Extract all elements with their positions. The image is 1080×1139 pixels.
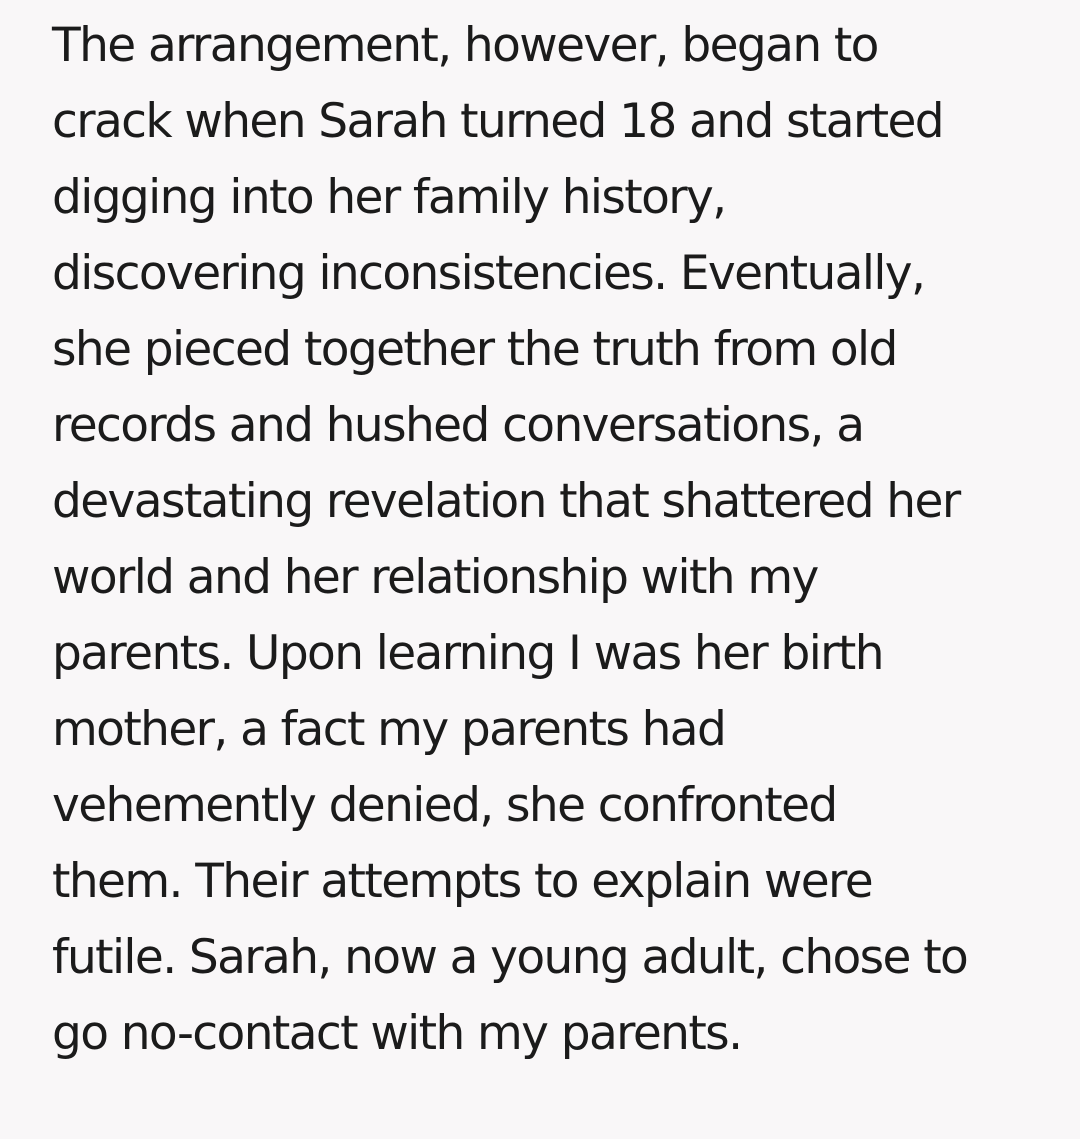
- paragraph-line-4: discovering inconsistencies. Eventually,: [52, 246, 925, 301]
- paragraph-line-12: them. Their attempts to explain were: [52, 854, 873, 909]
- paragraph-line-13: futile. Sarah, now a young adult, chose to: [52, 930, 968, 985]
- story-paragraph: [52, 8, 1062, 1072]
- paragraph-line-3: digging into her family history,: [52, 170, 726, 225]
- paragraph-line-1: The arrangement, however, began to: [52, 18, 878, 73]
- paragraph-line-7: devastating revelation that shattered her: [52, 474, 960, 529]
- paragraph-line-2: crack when Sarah turned 18 and started: [52, 94, 944, 149]
- article-body: [52, 8, 1062, 1072]
- paragraph-line-8: world and her relationship with my: [52, 550, 818, 605]
- paragraph-line-10: mother, a fact my parents had: [52, 702, 726, 757]
- paragraph-line-5: she pieced together the truth from old: [52, 322, 897, 377]
- paragraph-line-6: records and hushed conversations, a: [52, 398, 864, 453]
- paragraph-line-9: parents. Upon learning I was her birth: [52, 626, 883, 681]
- paragraph-line-11: vehemently denied, she confronted: [52, 778, 837, 833]
- paragraph-line-14: go no-contact with my parents.: [52, 1006, 742, 1061]
